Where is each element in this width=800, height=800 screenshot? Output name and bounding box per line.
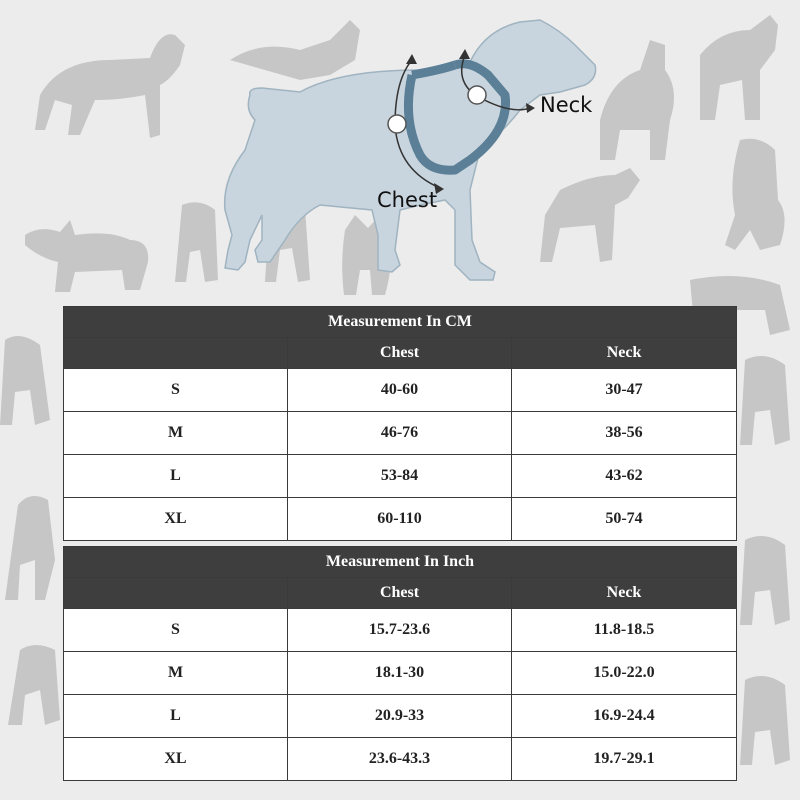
table-row — [64, 652, 737, 695]
neck-cell: 43-62 — [512, 455, 737, 498]
column-header-neck: Neck — [512, 578, 737, 609]
neck-cell: 19.7-29.1 — [512, 738, 737, 781]
size-cell: XL — [64, 738, 288, 781]
table-row — [64, 498, 737, 541]
neck-cell: 30-47 — [512, 369, 737, 412]
size-cell: L — [64, 455, 288, 498]
chest-cell: 60-110 — [288, 498, 512, 541]
column-header-chest: Chest — [288, 338, 512, 369]
neck-measure-point — [468, 86, 486, 104]
neck-cell: 11.8-18.5 — [512, 609, 737, 652]
chest-cell: 18.1-30 — [288, 652, 512, 695]
chest-cell: 15.7-23.6 — [288, 609, 512, 652]
neck-cell: 38-56 — [512, 412, 737, 455]
table-title: Measurement In Inch — [64, 547, 737, 578]
dog-harness-illustration — [0, 0, 800, 300]
size-table-inch — [63, 546, 737, 781]
chest-cell: 46-76 — [288, 412, 512, 455]
size-cell: XL — [64, 498, 288, 541]
table-row — [64, 412, 737, 455]
column-header-size — [64, 578, 288, 609]
neck-cell: 50-74 — [512, 498, 737, 541]
chest-cell: 40-60 — [288, 369, 512, 412]
chest-cell: 23.6-43.3 — [288, 738, 512, 781]
chest-cell: 20.9-33 — [288, 695, 512, 738]
size-cell: M — [64, 412, 288, 455]
table-title: Measurement In CM — [64, 307, 737, 338]
table-row — [64, 738, 737, 781]
chest-measure-point — [388, 115, 406, 133]
chest-cell: 53-84 — [288, 455, 512, 498]
table-row — [64, 695, 737, 738]
table-row — [64, 369, 737, 412]
neck-cell: 15.0-22.0 — [512, 652, 737, 695]
neck-cell: 16.9-24.4 — [512, 695, 737, 738]
size-cell: S — [64, 369, 288, 412]
size-cell: M — [64, 652, 288, 695]
neck-label: Neck — [540, 93, 593, 117]
column-header-neck: Neck — [512, 338, 737, 369]
chest-label: Chest — [377, 188, 438, 212]
column-header-chest: Chest — [288, 578, 512, 609]
table-row — [64, 455, 737, 498]
size-cell: S — [64, 609, 288, 652]
column-header-size — [64, 338, 288, 369]
table-row — [64, 609, 737, 652]
size-cell: L — [64, 695, 288, 738]
size-table-cm — [63, 306, 737, 541]
